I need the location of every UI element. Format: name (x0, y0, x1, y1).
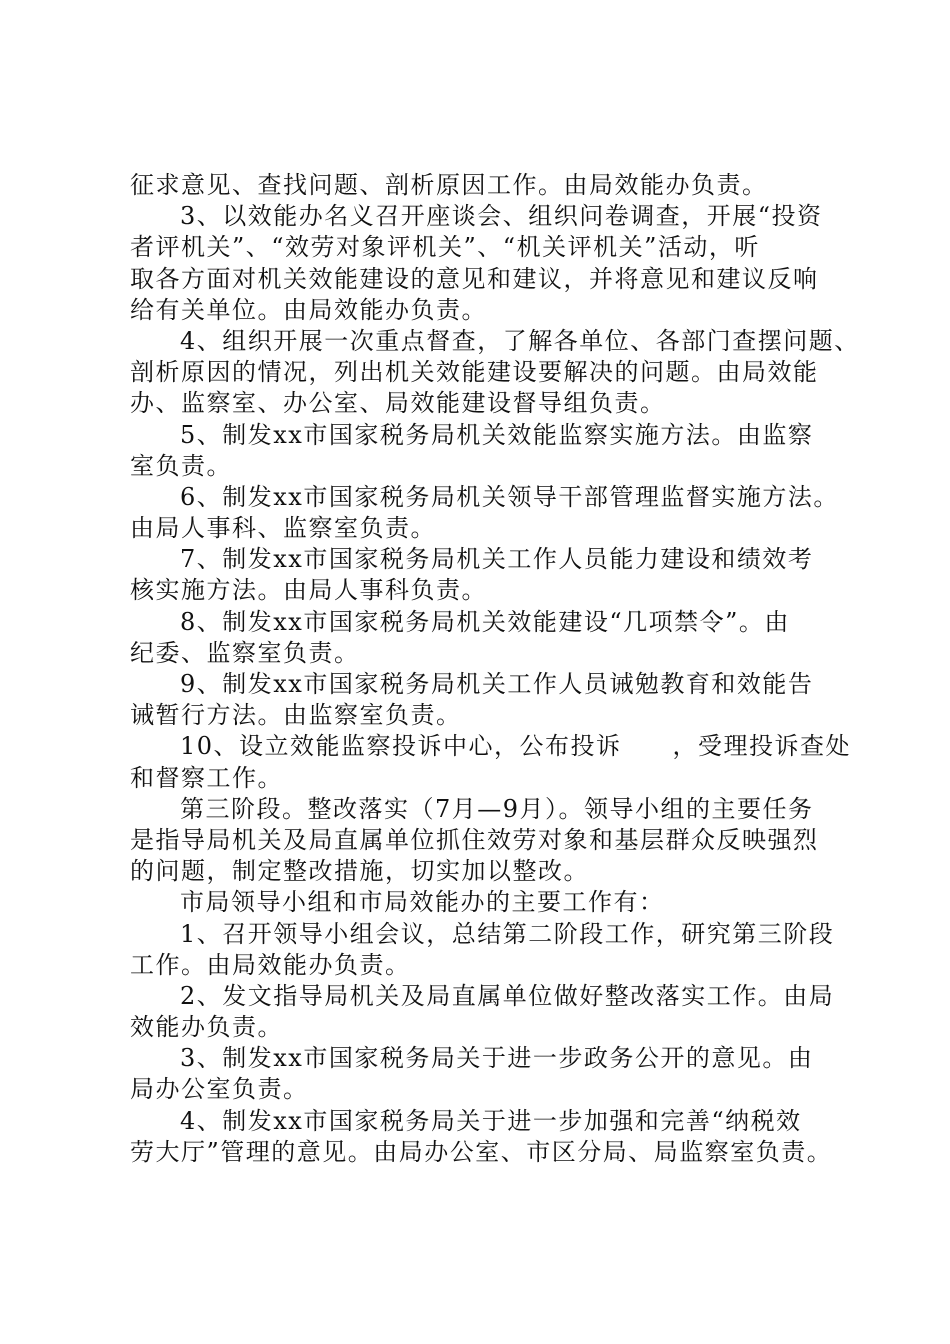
text-line: 7、制发xx市国家税务局机关工作人员能力建设和绩效考 (180, 545, 814, 574)
text-line: 的问题，制定整改措施，切实加以整改。 (130, 857, 589, 886)
text-line: 办、监察室、办公室、局效能建设督导组负责。 (130, 389, 666, 418)
text-line: 2、发文指导局机关及局直属单位做好整改落实工作。由局 (180, 981, 835, 1010)
text-line: 工作。由局效能办负责。 (130, 950, 411, 979)
text-line: 效能办负责。 (130, 1013, 283, 1042)
text-line: 5、制发xx市国家税务局机关效能监察实施方法。由监察 (180, 420, 814, 449)
text-line: 征求意见、查找问题、剖析原因工作。由局效能办负责。 (130, 171, 768, 199)
document-page (130, 170, 860, 1168)
text-line: 3、制发xx市国家税务局关于进一步政务公开的意见。由 (180, 1044, 814, 1073)
text-line: 由局人事科、监察室负责。 (130, 514, 436, 543)
text-line: 纪委、监察室负责。 (130, 638, 360, 667)
text-line: 核实施方法。由局人事科负责。 (130, 576, 487, 605)
text-line: 8、制发xx市国家税务局机关效能建设“几项禁令”。由 (180, 607, 790, 636)
text-line: 3、以效能办名义召开座谈会、组织问卷调查，开展“投资 (180, 202, 823, 231)
text-line: 给有关单位。由局效能办负责。 (130, 295, 487, 324)
text-line: 劳大厅”管理的意见。由局办公室、市区分局、局监察室负责。 (130, 1137, 833, 1166)
text-line: 和督察工作。 (130, 763, 283, 792)
text-line: 取各方面对机关效能建设的意见和建议，并将意见和建议反响 (130, 264, 819, 293)
text-line: 9、制发xx市国家税务局机关工作人员诫勉教育和效能告 (180, 670, 814, 698)
text-line: 10、设立效能监察投诉中心，公布投诉 ，受理投诉查处 (180, 732, 852, 761)
text-line: 是指导局机关及局直属单位抓住效劳对象和基层群众反映强烈 (130, 825, 819, 854)
text-line: 1、召开领导小组会议，总结第二阶段工作，研究第三阶段 (180, 919, 835, 948)
text-line: 市局领导小组和市局效能办的主要工作有： (180, 888, 665, 917)
text-line: 6、制发xx市国家税务局机关领导干部管理监督实施方法。 (180, 482, 839, 511)
text-line: 4、组织开展一次重点督查，了解各单位、各部门查摆问题、 (180, 326, 860, 355)
text-line: 室负责。 (130, 451, 232, 480)
text-line: 4、制发xx市国家税务局关于进一步加强和完善“纳税效 (180, 1106, 802, 1135)
text-line: 诫暂行方法。由监察室负责。 (130, 701, 462, 730)
text-line: 第三阶段。整改落实（7月—9月）。领导小组的主要任务 (180, 794, 814, 823)
text-line: 剖析原因的情况，列出机关效能建设要解决的问题。由局效能 (130, 358, 819, 387)
text-line: 局办公室负责。 (130, 1075, 309, 1104)
text-line: 者评机关”、“效劳对象评机关”、“机关评机关”活动，听 (130, 233, 760, 262)
